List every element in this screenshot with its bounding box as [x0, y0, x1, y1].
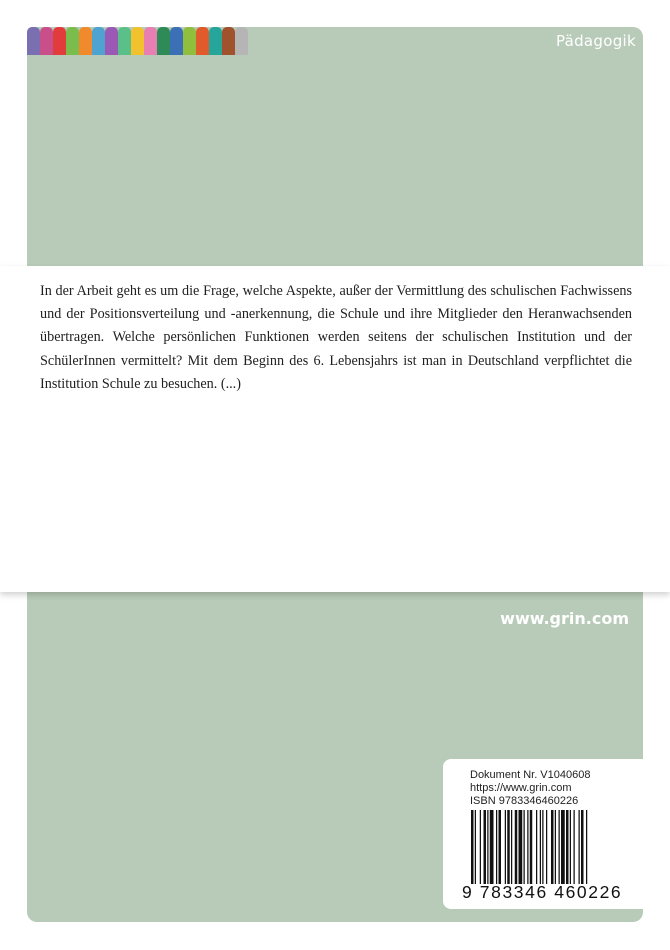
color-stripe: [66, 27, 79, 55]
color-stripe: [131, 27, 144, 55]
color-stripe: [235, 27, 248, 55]
color-stripe: [105, 27, 118, 55]
barcode-digits: 9 783346 460226: [462, 882, 623, 902]
color-stripe: [170, 27, 183, 55]
document-number: Dokument Nr. V1040608: [470, 769, 591, 781]
publisher-website: www.grin.com: [500, 609, 629, 628]
isbn-info: [470, 769, 590, 808]
color-stripe: [27, 27, 40, 55]
color-stripe: [183, 27, 196, 55]
color-stripe: [79, 27, 92, 55]
document-url: https://www.grin.com: [470, 782, 572, 794]
color-stripe: [118, 27, 131, 55]
category-label: Pädagogik: [555, 32, 636, 50]
isbn-number: ISBN 9783346460226: [470, 795, 579, 807]
color-stripe: [53, 27, 66, 55]
barcode-image: [471, 810, 631, 884]
blurb-text: In der Arbeit geht es um die Frage, welche Aspekte, außer der Vermittlung des schulischen Fachwissens und der Positionsverteilung und -anerkennung, die Schule und ihre Mitglieder den Heranwachsenden übertragen. Welche persönlichen Funktionen werden seitens der schulischen Institution und der SchülerInnen vermittelt? Mit dem Beginn des 6. Lebensjahrs ist man in Deutschland verpflichtet die Institution Schule zu besuchen. (...): [40, 283, 632, 392]
color-stripe: [209, 27, 222, 55]
color-stripe: [157, 27, 170, 55]
color-stripe: [196, 27, 209, 55]
color-stripe: [92, 27, 105, 55]
color-stripe: [222, 27, 235, 55]
color-stripe: [40, 27, 53, 55]
series-color-stripes: [27, 27, 248, 55]
color-stripe: [144, 27, 157, 55]
